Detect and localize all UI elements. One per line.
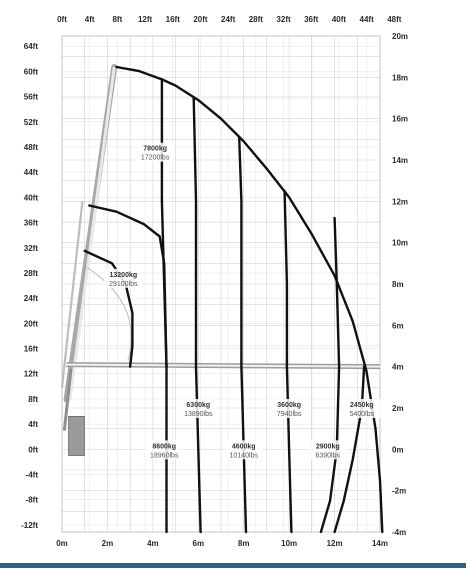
load-label-kg: 13200kg bbox=[109, 271, 138, 279]
x-tick-label-top: 8ft bbox=[112, 15, 123, 24]
load-label-kg: 4600kg bbox=[231, 443, 256, 451]
y-tick-label-right: 8m bbox=[392, 280, 404, 289]
x-tick-label-bottom: 8m bbox=[237, 539, 250, 548]
y-tick-label-left: 16ft bbox=[23, 344, 38, 354]
x-tick-label-top: 4ft bbox=[84, 15, 95, 24]
load-label-kg: 2900kg bbox=[315, 443, 340, 451]
load-label-lbs: 17200lbs bbox=[140, 154, 170, 162]
load-label-kg: 7800kg bbox=[143, 145, 168, 153]
load-label-kg: 3600kg bbox=[277, 402, 302, 409]
y-tick-label-left: 4ft bbox=[28, 420, 38, 430]
y-tick-label-right: -2m bbox=[392, 486, 407, 496]
y-tick-label-left: 12ft bbox=[23, 369, 38, 379]
y-tick-label-right: 20m bbox=[392, 32, 409, 41]
load-label-kg: 2450kg bbox=[349, 402, 374, 409]
x-tick-label-top: 40ft bbox=[331, 15, 347, 24]
footer-bar bbox=[0, 563, 466, 568]
load-label-lbs: 7940lbs bbox=[276, 411, 302, 418]
load-label-kg: 6300kg bbox=[186, 402, 211, 409]
x-tick-label-bottom: 10m bbox=[281, 539, 298, 548]
x-tick-label-bottom: 12m bbox=[326, 539, 343, 548]
x-tick-label-top: 28ft bbox=[248, 15, 263, 24]
y-tick-label-left: 36ft bbox=[23, 218, 38, 228]
x-tick-label-top: 44ft bbox=[359, 15, 374, 24]
y-tick-label-right: 14m bbox=[392, 156, 409, 165]
y-tick-label-right: 6m bbox=[392, 321, 404, 331]
x-tick-label-bottom: 2m bbox=[101, 539, 114, 548]
x-tick-label-top: 12ft bbox=[137, 15, 153, 24]
y-tick-label-right: 2m bbox=[392, 404, 404, 413]
y-tick-label-left: 48ft bbox=[23, 142, 38, 152]
load-label-lbs: 18960lbs bbox=[150, 452, 179, 460]
x-tick-label-bottom: 0m bbox=[56, 539, 68, 548]
x-tick-label-top: 36ft bbox=[304, 15, 319, 24]
y-tick-label-right: 18m bbox=[392, 73, 409, 83]
load-label-lbs: 6390lbs bbox=[315, 452, 341, 460]
y-tick-label-left: -12ft bbox=[21, 520, 38, 530]
x-tick-label-top: 24ft bbox=[221, 15, 236, 24]
y-tick-label-left: 24ft bbox=[23, 294, 38, 304]
x-tick-label-bottom: 4m bbox=[147, 539, 159, 548]
load-label-lbs: 5400lbs bbox=[349, 411, 375, 418]
x-tick-label-top: 20ft bbox=[193, 15, 208, 24]
y-tick-label-left: 44ft bbox=[23, 168, 38, 178]
y-tick-label-left: 8ft bbox=[28, 394, 38, 404]
y-tick-label-right: 0m bbox=[392, 445, 404, 455]
y-tick-label-right: 12m bbox=[392, 197, 409, 207]
y-tick-label-left: 56ft bbox=[23, 92, 38, 102]
load-label-kg: 8600kg bbox=[152, 443, 177, 451]
load-label-lbs: 10140lbs bbox=[229, 452, 258, 460]
y-tick-label-left: 32ft bbox=[23, 243, 38, 253]
y-tick-label-left: 64ft bbox=[23, 42, 38, 52]
crane-base bbox=[68, 416, 84, 455]
y-tick-label-right: -4m bbox=[392, 528, 407, 537]
y-tick-label-left: 20ft bbox=[23, 319, 38, 329]
x-tick-label-top: 16ft bbox=[165, 15, 180, 24]
x-tick-label-top: 32ft bbox=[276, 15, 291, 24]
load-label-lbs: 29100lbs bbox=[109, 280, 138, 288]
y-tick-label-left: 0ft bbox=[28, 445, 38, 455]
y-tick-label-left: -8ft bbox=[25, 495, 38, 505]
x-tick-label-top: 0ft bbox=[57, 15, 67, 24]
y-tick-label-right: 10m bbox=[392, 238, 409, 248]
y-tick-label-left: 52ft bbox=[23, 117, 38, 127]
y-tick-label-right: 4m bbox=[392, 362, 404, 372]
x-tick-label-bottom: 14m bbox=[371, 539, 389, 548]
load-label-lbs: 13890lbs bbox=[184, 411, 213, 418]
y-tick-label-right: 16m bbox=[392, 114, 409, 124]
y-tick-label-left: 40ft bbox=[23, 193, 38, 203]
x-tick-label-bottom: 6m bbox=[192, 539, 205, 548]
x-tick-label-top: 48ft bbox=[387, 15, 402, 24]
y-tick-label-left: 60ft bbox=[23, 67, 38, 77]
y-tick-label-left: -4ft bbox=[25, 470, 38, 480]
y-tick-label-left: 28ft bbox=[23, 268, 38, 278]
